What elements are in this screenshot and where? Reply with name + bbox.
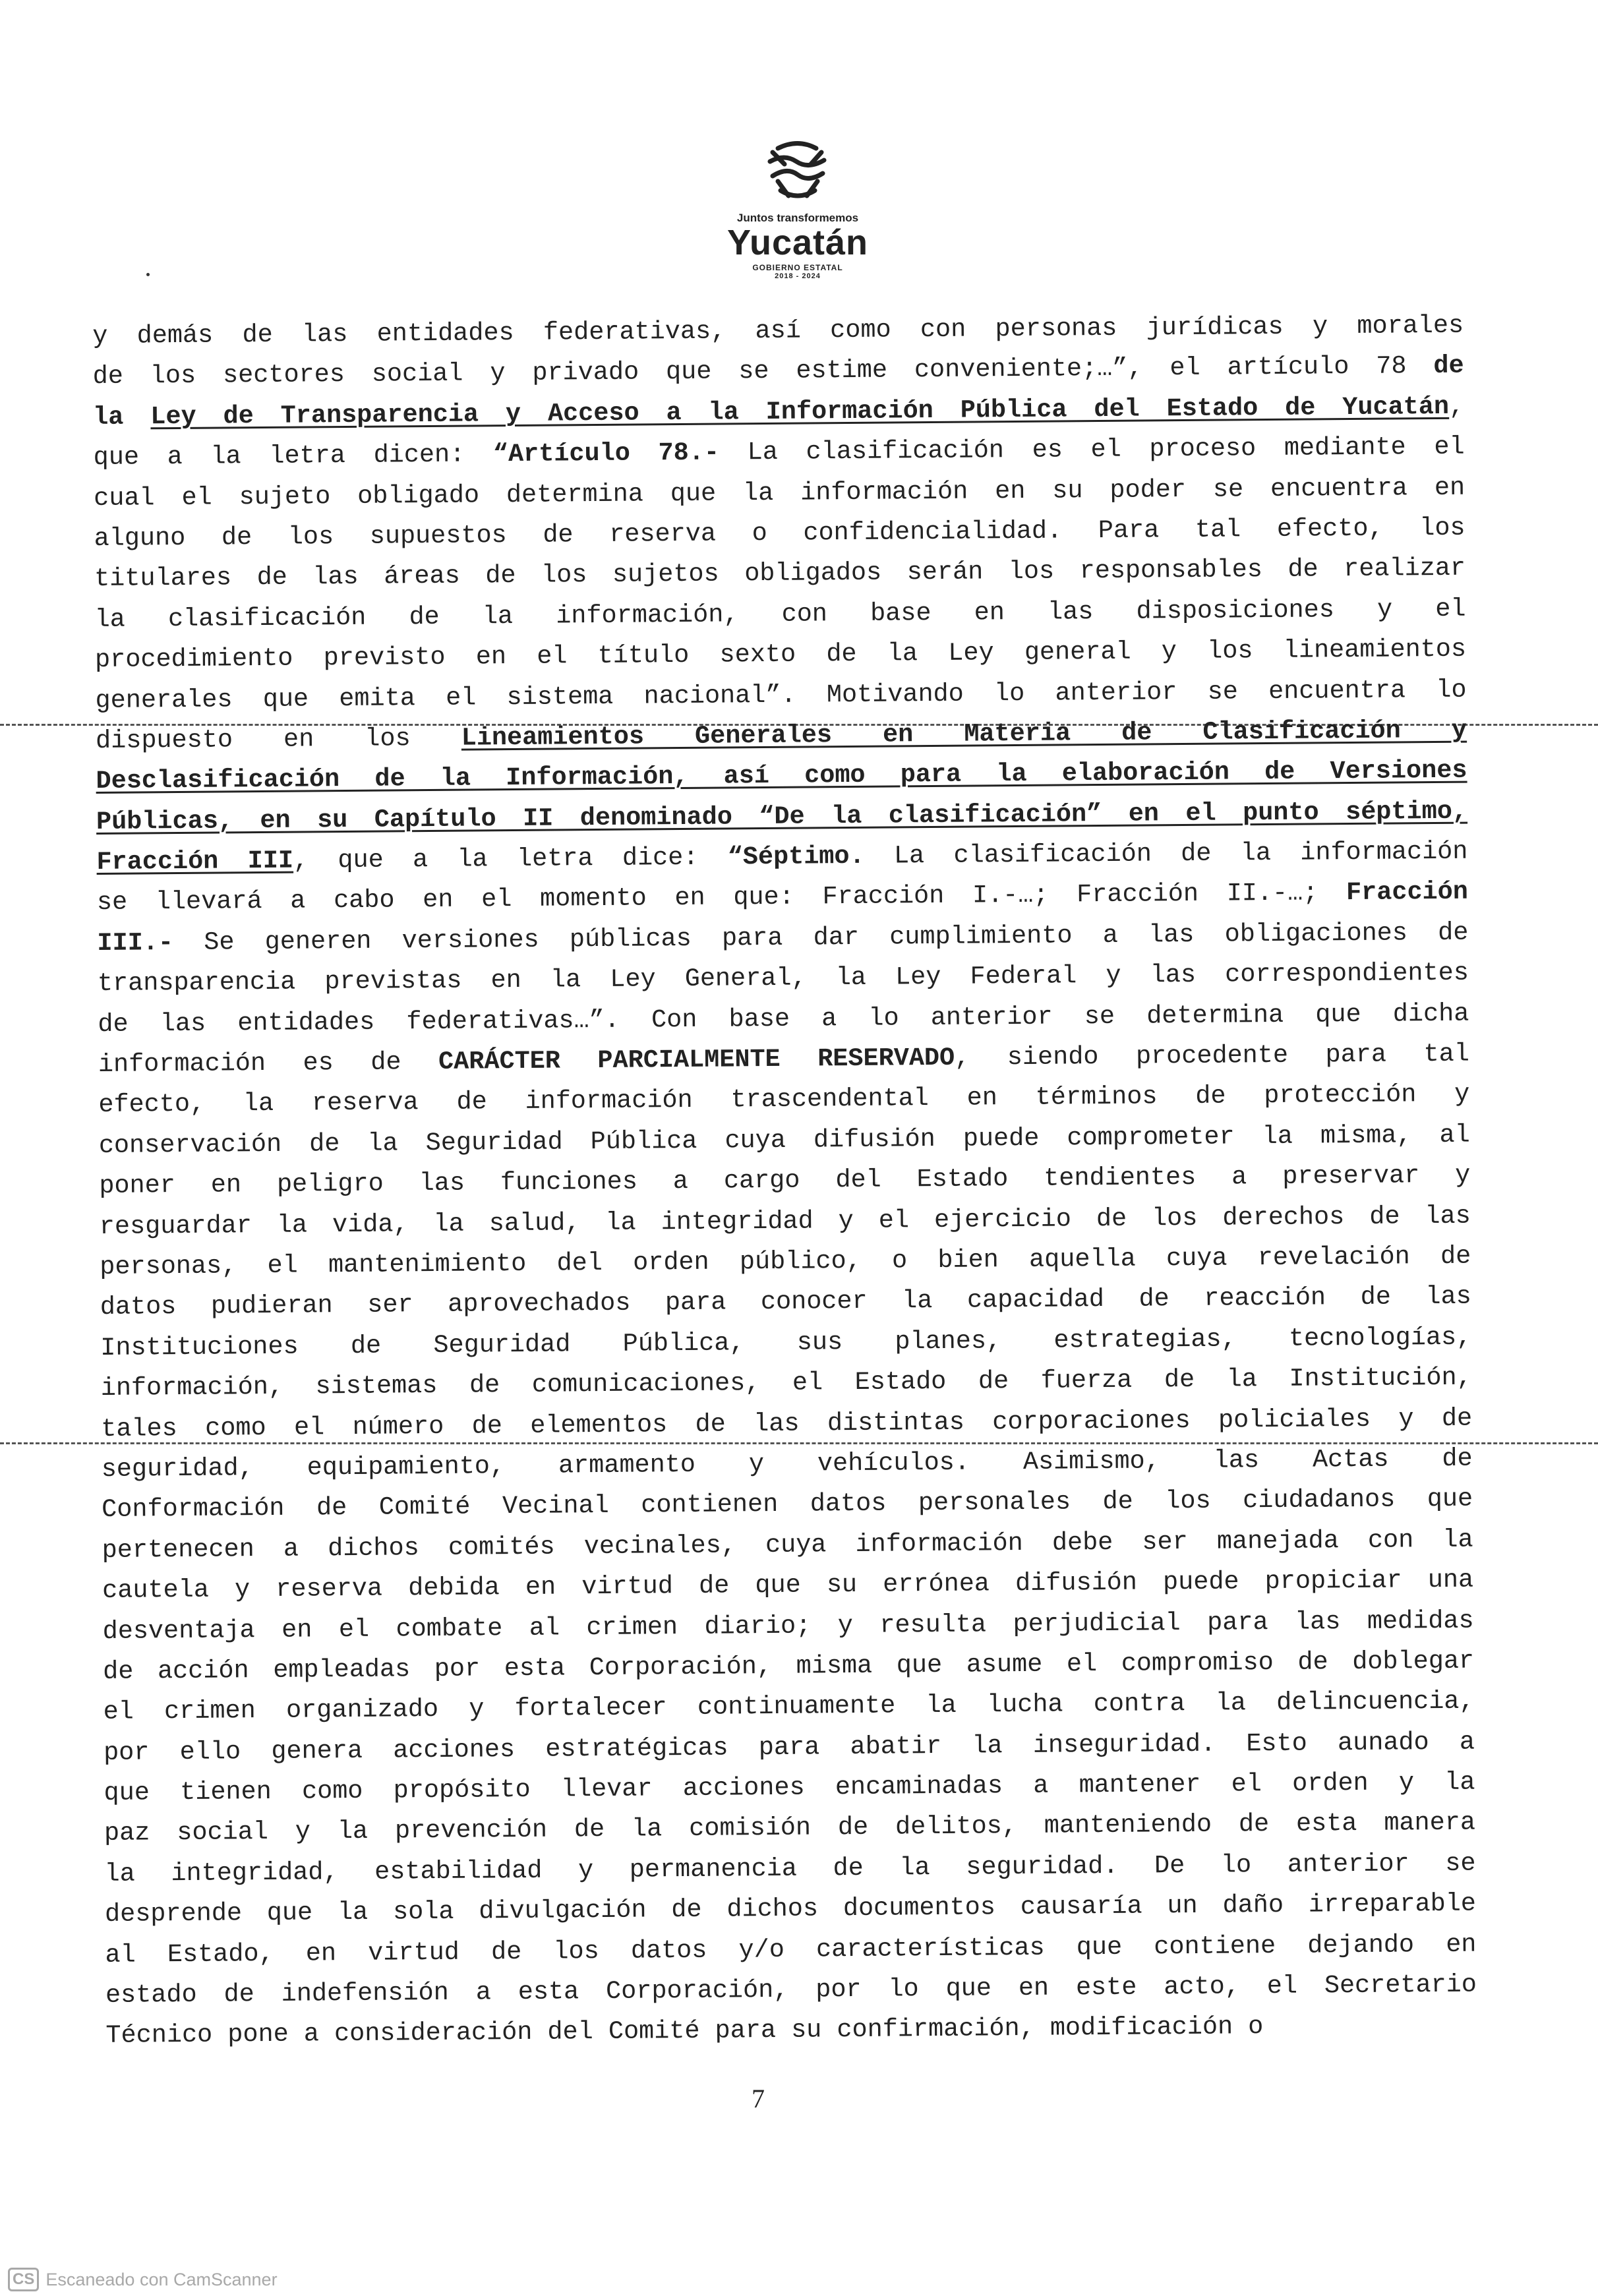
text-segment: la	[93, 402, 151, 432]
text-segment: información es de	[98, 1047, 439, 1079]
text-segment: Instituciones de Seguridad Pública, sus planes, estrategias, tecnologías,	[100, 1322, 1472, 1363]
text-segment: de	[1433, 351, 1464, 381]
text-segment: Conformación de Comité Vecinal contienen datos personales de los ciudadanos que	[102, 1484, 1473, 1525]
logo-tagline: Juntos transformemos	[736, 212, 859, 224]
text-segment: personas, el mantenimiento del orden público, o bien aquella cuya revelación de	[100, 1241, 1471, 1281]
text-segment: “Artículo 78.-	[492, 438, 720, 469]
text-segment: CARÁCTER PARCIALMENTE RESERVADO	[438, 1043, 955, 1076]
text-segment: Ley de Transparencia y Acceso a la Información Pública del Estado de Yucatán	[150, 392, 1450, 432]
text-segment: generales que emita el sistema nacional”. Motivando lo anterior se encuentra lo	[95, 675, 1467, 715]
logo-years: 2018 - 2024	[775, 272, 821, 280]
camscanner-watermark	[8, 2268, 278, 2291]
text-segment: , siendo procedente para tal	[955, 1039, 1470, 1073]
text-segment: titulares de las áreas de los sujetos obligados serán los responsables de realizar	[94, 553, 1466, 594]
text-segment: la clasificación de la información, con base en las disposiciones y el	[94, 594, 1466, 634]
text-segment: al Estado, en virtud de los datos y/o características que contiene dejando en	[105, 1929, 1477, 1970]
text-segment: por ello genera acciones estratégicas para abatir la inseguridad. Esto aunado a	[103, 1727, 1475, 1767]
yucatan-emblem-icon	[758, 135, 837, 208]
text-segment: alguno de los supuestos de reserva o confidencialidad. Para tal efecto, los	[94, 513, 1465, 553]
text-segment: pertenecen a dichos comités vecinales, cuya información debe ser manejada con la	[102, 1525, 1473, 1565]
text-segment: paz social y la prevención de la comisión de delitos, manteniendo de esta manera	[104, 1808, 1476, 1848]
logo-government-label: GOBIERNO ESTATAL	[752, 263, 843, 272]
text-segment: datos pudieran ser aprovechados para conocer la capacidad de reacción de las	[100, 1281, 1471, 1322]
text-segment: la integridad, estabilidad y permanencia de la seguridad. De lo anterior se	[104, 1848, 1476, 1889]
text-segment: “Séptimo.	[727, 841, 865, 872]
camscanner-logo-icon: CS	[8, 2268, 39, 2291]
text-segment: desventaja en el combate al crimen diario; y resulta perjudicial para las medidas	[102, 1606, 1474, 1646]
text-segment: se llevará a cabo en el momento en que: Fracción I.-…; Fracción II.-…;	[96, 878, 1347, 918]
text-segment: , que a la letra dice:	[293, 842, 728, 875]
text-segment: que tienen como propósito llevar acciones encaminadas a mantener el orden y la	[104, 1767, 1475, 1808]
text-segment: Se generen versiones públicas para dar cumplimiento a las obligaciones de	[173, 918, 1469, 957]
text-segment: La clasificación es el proceso mediante el	[719, 432, 1465, 467]
scan-speck	[146, 273, 150, 276]
text-segment: Fracción III	[96, 846, 294, 877]
text-segment: efecto, la reserva de información trascendental en términos de protección y	[98, 1080, 1470, 1120]
text-segment: ,	[1448, 392, 1465, 421]
text-segment: conservación de la Seguridad Pública cuya difusión puede comprometer la misma, al	[98, 1120, 1470, 1160]
text-segment: Lineamientos Generales en Materia de Clasificación y	[461, 715, 1467, 753]
text-segment: información, sistemas de comunicaciones, el Estado de fuerza de la Institución,	[100, 1363, 1472, 1403]
text-segment: de las entidades federativas…”. Con base a lo anterior se determina que dicha	[98, 999, 1469, 1039]
document-body	[92, 306, 1477, 2057]
logo-name: Yucatán	[726, 223, 869, 262]
watermark-text: Escaneado con CamScanner	[45, 2269, 278, 2289]
text-segment: y demás de las entidades federativas, así como con personas jurídicas y morales	[92, 310, 1464, 351]
text-segment: poner en peligro las funciones a cargo del Estado tendientes a preservar y	[99, 1160, 1471, 1201]
text-segment: Públicas, en su Capítulo II denominado “De la clasificación” en el punto séptimo,	[96, 796, 1468, 837]
text-segment: estado de indefensión a esta Corporación, por lo que en este acto, el Secretario	[105, 1970, 1477, 2010]
text-segment: La clasificación de la información	[864, 837, 1468, 871]
page-number: 7	[752, 2084, 765, 2113]
text-segment: Fracción	[1346, 877, 1469, 908]
government-logo	[686, 135, 910, 280]
text-segment: Técnico pone a consideración del Comité para su confirmación, modificación o	[105, 2012, 1264, 2051]
text-segment: transparencia previstas en la Ley General, la Ley Federal y las correspondientes	[97, 958, 1469, 999]
text-segment: de los sectores social y privado que se estime conveniente;…”, el artículo 78	[92, 351, 1434, 392]
text-segment: resguardar la vida, la salud, la integridad y el ejercicio de los derechos de las	[99, 1201, 1471, 1241]
text-segment: tales como el número de elementos de las distintas corporaciones policiales y de	[101, 1403, 1473, 1444]
text-segment: el crimen organizado y fortalecer continuamente la lucha contra la delincuencia,	[103, 1686, 1475, 1727]
text-segment: de acción empleadas por esta Corporación, misma que asume el compromiso de doblegar	[102, 1646, 1475, 1686]
text-segment: cual el sujeto obligado determina que la información en su poder se encuentra en	[93, 473, 1465, 513]
text-segment: III.-	[97, 927, 174, 958]
text-segment: que a la letra dicen:	[93, 440, 494, 473]
text-segment: procedimiento previsto en el título sexto de la Ley general y los lineamientos	[94, 634, 1467, 675]
text-segment: Desclasificación de la Información, así como para la elaboración de Versiones	[96, 755, 1467, 796]
text-segment: cautela y reserva debida en virtud de que su errónea difusión puede propiciar una	[102, 1565, 1474, 1606]
text-segment: desprende que la sola divulgación de dichos documentos causaría un daño irreparable	[104, 1889, 1477, 1929]
text-segment: dispuesto en los	[95, 723, 461, 755]
text-segment: seguridad, equipamiento, armamento y vehículos. Asimismo, las Actas de	[101, 1444, 1473, 1484]
